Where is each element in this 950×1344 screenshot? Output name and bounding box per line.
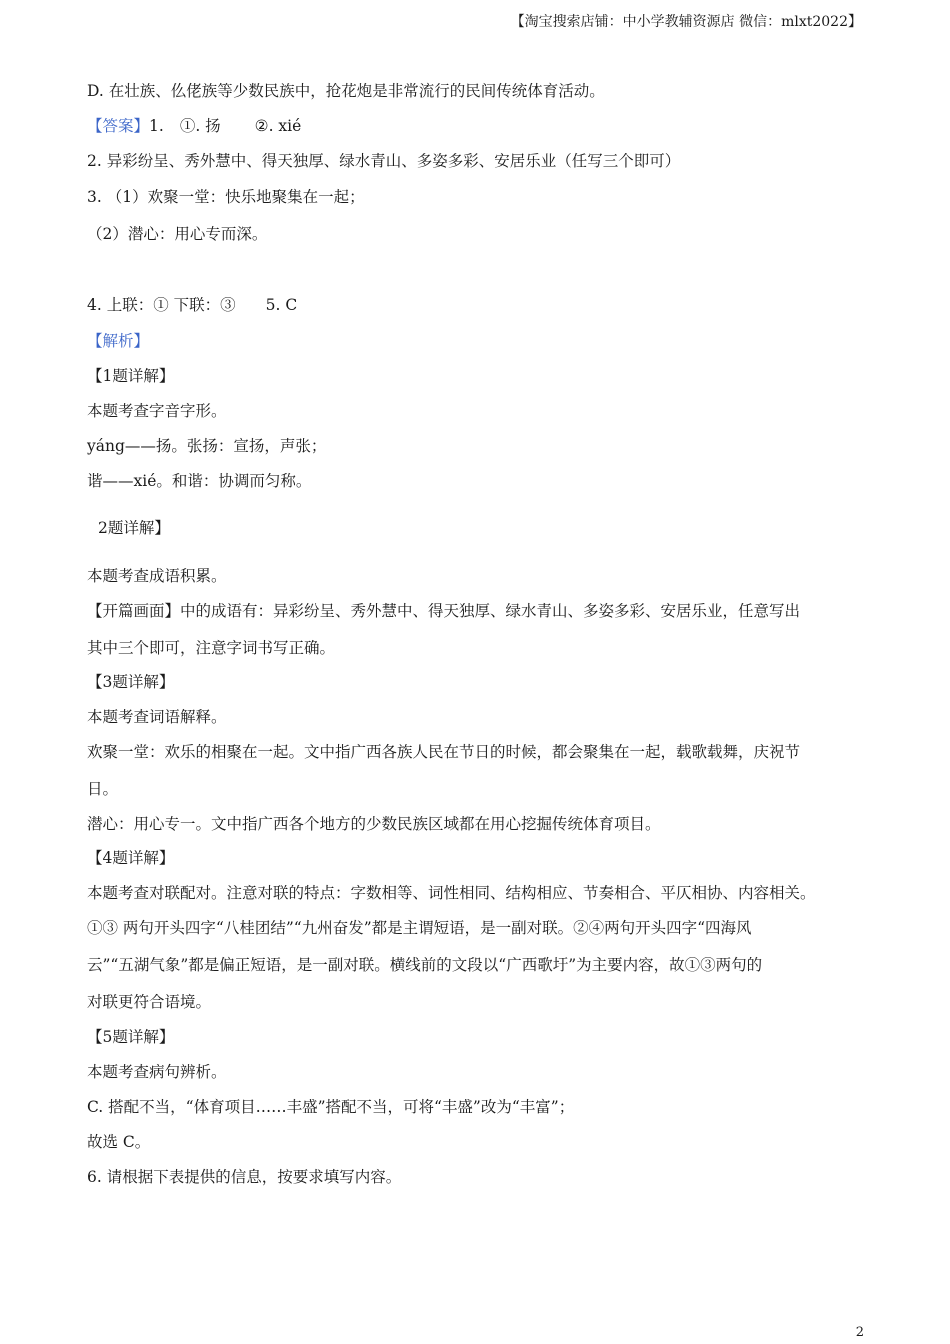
q3-heading: 【3题详解】 bbox=[87, 673, 175, 691]
answer-1b: ②. xié bbox=[254, 117, 302, 135]
q2-line-1: 本题考查成语积累。 bbox=[87, 567, 227, 585]
q4-line-4: 对联更符合语境。 bbox=[87, 993, 212, 1011]
q5-line-3: 故选 C。 bbox=[87, 1133, 151, 1151]
answer-1-number: 1. bbox=[149, 117, 164, 135]
q2-line-3: 其中三个即可，注意字词书写正确。 bbox=[87, 639, 336, 657]
page-number: 2 bbox=[855, 1325, 864, 1340]
answer-5: 5. C bbox=[265, 296, 298, 314]
q5-heading: 【5题详解】 bbox=[87, 1028, 175, 1046]
q4-line-3: 云”“五湖气象”都是偏正短语，是一副对联。横线前的文段以“广西歌圩”为主要内容，故①③两句的 bbox=[87, 956, 763, 974]
q5-line-2: C. 搭配不当，“体育项目……丰盛”搭配不当，可将“丰盛”改为“丰富”； bbox=[87, 1098, 575, 1116]
analysis-tag: 【解析】 bbox=[87, 332, 150, 350]
q3-line-2: 欢聚一堂：欢乐的相聚在一起。文中指广西各族人民在节日的时候，都会聚集在一起，载歌载舞，庆祝节 bbox=[87, 743, 801, 761]
q4-line-1: 本题考查对联配对。注意对联的特点：字数相等、词性相同、结构相应、节奏相合、平仄相协、内容相关。 bbox=[87, 884, 816, 902]
q1-line-2: yáng——扬。张扬：宣扬，声张； bbox=[87, 437, 327, 455]
answer-2: 2. 异彩纷呈、秀外慧中、得天独厚、绿水青山、多姿多彩、安居乐业（任写三个即可） bbox=[87, 152, 681, 170]
q3-line-4: 潜心：用心专一。文中指广西各个地方的少数民族区域都在用心挖掘传统体育项目。 bbox=[87, 815, 661, 833]
answer-3b: （2）潜心：用心专而深。 bbox=[87, 225, 268, 243]
answer-3a: 3. （1）欢聚一堂：快乐地聚集在一起； bbox=[87, 188, 365, 206]
q5-line-1: 本题考查病句辨析。 bbox=[87, 1063, 227, 1081]
q1-line-3: 谐——xié。和谐：协调而匀称。 bbox=[87, 472, 312, 490]
header-shop-note: 【淘宝搜索店铺：中小学教辅资源店 微信：mlxt2022】 bbox=[510, 14, 862, 30]
q2-heading: 2题详解】 bbox=[98, 519, 170, 537]
answer-tag: 【答案】 bbox=[87, 117, 150, 135]
answer-line-4-5 bbox=[87, 295, 297, 315]
answer-4: 4. 上联：① 下联：③ bbox=[87, 296, 236, 314]
q2-line-2: 【开篇画面】中的成语有：异彩纷呈、秀外慧中、得天独厚、绿水青山、多姿多彩、安居乐业，任意写出 bbox=[87, 602, 801, 620]
q6-line: 6. 请根据下表提供的信息，按要求填写内容。 bbox=[87, 1168, 402, 1186]
q4-line-2: ①③ 两句开头四字“八桂团结”“九州奋发”都是主谓短语，是一副对联。②④两句开头四字“四海风 bbox=[87, 919, 752, 937]
q1-line-1: 本题考查字音字形。 bbox=[87, 402, 227, 420]
option-d: D. 在壮族、仫佬族等少数民族中，抢花炮是非常流行的民间传统体育活动。 bbox=[87, 82, 605, 100]
answer-line-1 bbox=[87, 116, 301, 136]
q4-heading: 【4题详解】 bbox=[87, 849, 175, 867]
q1-heading: 【1题详解】 bbox=[87, 367, 175, 385]
answer-1a: ①. 扬 bbox=[179, 117, 221, 135]
q3-line-3: 日。 bbox=[87, 780, 119, 798]
q3-line-1: 本题考查词语解释。 bbox=[87, 708, 227, 726]
